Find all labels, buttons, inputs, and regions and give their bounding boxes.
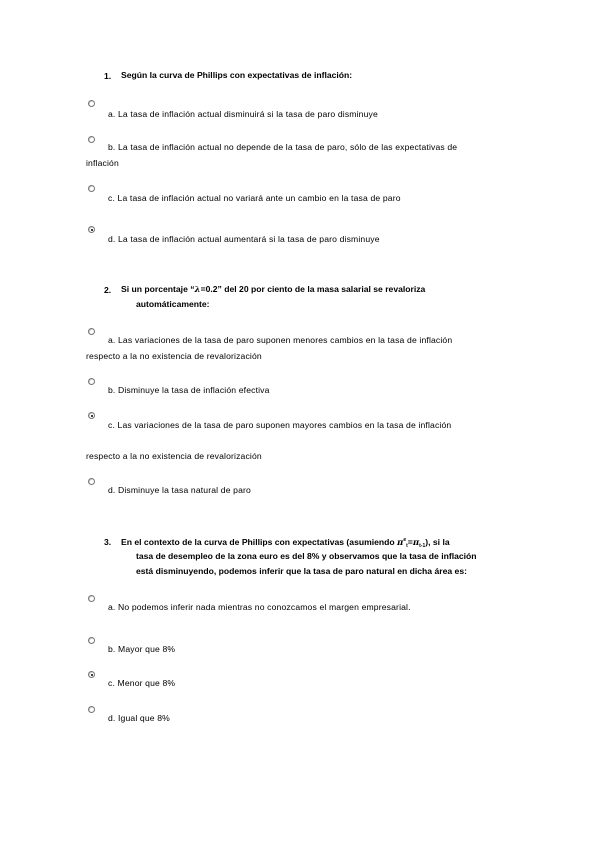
q2-option-c-radio[interactable] [88, 412, 95, 419]
question-3-text-line3: está disminuyendo, podemos inferir que la tasa de paro natural en dicha área es: [136, 566, 467, 576]
question-3-text-line1: En el contexto de la curva de Phillips con expectativas (asumiendo $\pi^e_t=\pi_{t-1}$), si la [121, 536, 450, 549]
q2-option-a-label-line1: a. Las variaciones de la tasa de paro suponen menores cambios en la tasa de inflación [108, 335, 453, 345]
q1-option-a-radio[interactable] [88, 100, 95, 107]
question-1-text: Según la curva de Phillips con expectativas de inflación: [121, 70, 353, 80]
q1-option-a-label: a. La tasa de inflación actual disminuirá si la tasa de paro disminuye [108, 109, 378, 119]
lambda-symbol: λ [194, 285, 201, 295]
question-1-number: 1. [104, 71, 112, 81]
question-3-number: 3. [104, 537, 112, 547]
q3-option-d-label: d. Igual que 8% [108, 713, 170, 723]
pi-symbol-2: π [412, 537, 420, 548]
q1-option-c-radio[interactable] [88, 185, 95, 192]
q3-option-a-radio[interactable] [88, 595, 95, 602]
q3-option-b-radio[interactable] [88, 637, 95, 644]
q2-option-d-label: d. Disminuye la tasa natural de paro [108, 485, 251, 495]
pi-symbol: π [397, 537, 404, 548]
q1-option-b-label-line1: b. La tasa de inflación actual no depende de la tasa de paro, sólo de las expectativas de [108, 142, 458, 152]
q3-option-d-radio[interactable] [88, 706, 95, 713]
question-2-text-line2: automáticamente: [136, 299, 210, 309]
q2-option-b-radio[interactable] [88, 378, 95, 385]
q3-option-b-label: b. Mayor que 8% [108, 644, 176, 654]
q3-option-c-radio[interactable] [88, 671, 95, 678]
question-2-number: 2. [104, 285, 112, 295]
question-2-text-line1: Si un porcentaje “λ=0.2” del 20 por ciento de la masa salarial se revaloriza [121, 284, 426, 295]
q1-option-d-radio[interactable] [88, 226, 95, 233]
q2-option-b-label: b. Disminuye la tasa de inflación efectiva [108, 385, 270, 395]
q2-option-c-label-line1: c. Las variaciones de la tasa de paro suponen mayores cambios en la tasa de inflación [108, 420, 452, 430]
question-3-text-line2: tasa de desempleo de la zona euro es del 8% y observamos que la tasa de inflación [136, 551, 477, 561]
q1-option-d-label: d. La tasa de inflación actual aumentará si la tasa de paro disminuye [108, 234, 380, 244]
q2-option-d-radio[interactable] [88, 478, 95, 485]
q1-option-b-radio[interactable] [88, 136, 95, 143]
q2-option-c-label-line2: respecto a la no existencia de revalorización [86, 451, 262, 461]
q3-option-c-label: c. Menor que 8% [108, 678, 176, 688]
q2-option-a-label-line2: respecto a la no existencia de revalorización [86, 351, 262, 361]
q1-option-b-label-line2: inflación [86, 158, 119, 168]
q3-option-a-label: a. No podemos inferir nada mientras no conozcamos el margen empresarial. [108, 602, 411, 612]
q2-option-a-radio[interactable] [88, 328, 95, 335]
q1-option-c-label: c. La tasa de inflación actual no variará ante un cambio en la tasa de paro [108, 193, 401, 203]
